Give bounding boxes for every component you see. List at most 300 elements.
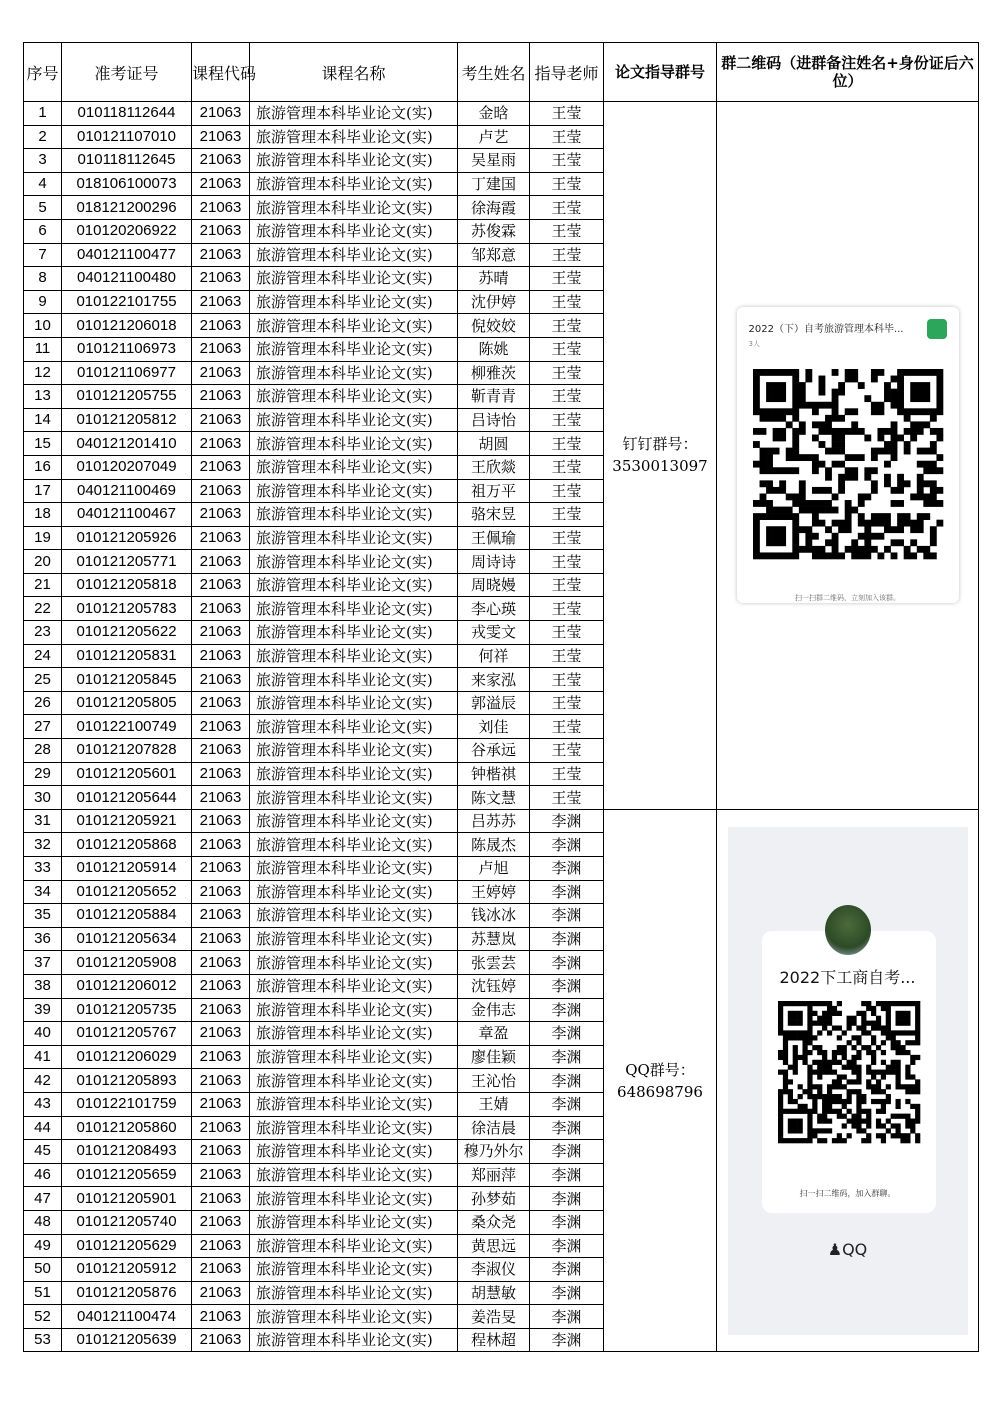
row-index: 33	[24, 857, 62, 881]
teacher-name: 王莹	[530, 102, 604, 126]
row-index: 47	[24, 1187, 62, 1211]
teacher-name: 李渊	[530, 809, 604, 833]
row-index: 3	[24, 149, 62, 173]
teacher-name: 王莹	[530, 125, 604, 149]
student-name: 陈文慧	[458, 786, 530, 810]
student-name: 苏俊霖	[458, 219, 530, 243]
teacher-name: 王莹	[530, 526, 604, 550]
row-index: 51	[24, 1281, 62, 1305]
student-name: 张雲芸	[458, 951, 530, 975]
header-course: 课程名称	[250, 43, 458, 102]
ticket-number: 040121100467	[62, 503, 192, 527]
ticket-number: 010121205818	[62, 573, 192, 597]
group-number: 钉钉群号：3530013097	[604, 102, 717, 810]
course-name: 旅游管理本科毕业论文(实)	[250, 857, 458, 881]
course-name: 旅游管理本科毕业论文(实)	[250, 432, 458, 456]
course-name: 旅游管理本科毕业论文(实)	[250, 833, 458, 857]
course-code: 21063	[192, 691, 250, 715]
qr-cell	[717, 809, 979, 1352]
row-index: 15	[24, 432, 62, 456]
student-name: 戎雯文	[458, 621, 530, 645]
teacher-name: 王莹	[530, 644, 604, 668]
student-name: 吴星雨	[458, 149, 530, 173]
student-name: 靳青青	[458, 385, 530, 409]
teacher-name: 李渊	[530, 1163, 604, 1187]
teacher-name: 王莹	[530, 267, 604, 291]
course-name: 旅游管理本科毕业论文(实)	[250, 1187, 458, 1211]
course-code: 21063	[192, 597, 250, 621]
course-code: 21063	[192, 408, 250, 432]
header-group: 论文指导群号	[604, 43, 717, 102]
qq-group-title: 2022下工商自考...	[779, 967, 916, 987]
course-code: 21063	[192, 1187, 250, 1211]
ticket-number: 010121205601	[62, 762, 192, 786]
course-code: 21063	[192, 219, 250, 243]
student-name: 周晓嫚	[458, 573, 530, 597]
student-name: 廖佳颖	[458, 1045, 530, 1069]
student-name: 胡慧敏	[458, 1281, 530, 1305]
teacher-name: 李渊	[530, 1069, 604, 1093]
row-index: 14	[24, 408, 62, 432]
ticket-number: 010121206018	[62, 314, 192, 338]
course-name: 旅游管理本科毕业论文(实)	[250, 550, 458, 574]
teacher-name: 王莹	[530, 243, 604, 267]
teacher-name: 李渊	[530, 1281, 604, 1305]
ticket-number: 010121205926	[62, 526, 192, 550]
course-code: 21063	[192, 1069, 250, 1093]
teacher-name: 王莹	[530, 621, 604, 645]
row-index: 27	[24, 715, 62, 739]
student-name: 丁建国	[458, 172, 530, 196]
teacher-name: 王莹	[530, 668, 604, 692]
ticket-number: 040121100469	[62, 479, 192, 503]
course-code: 21063	[192, 196, 250, 220]
qq-qr-card	[728, 827, 968, 1335]
course-code: 21063	[192, 432, 250, 456]
student-name: 骆宋昱	[458, 503, 530, 527]
row-index: 50	[24, 1258, 62, 1282]
row-index: 22	[24, 597, 62, 621]
course-name: 旅游管理本科毕业论文(实)	[250, 385, 458, 409]
teacher-name: 李渊	[530, 1116, 604, 1140]
course-name: 旅游管理本科毕业论文(实)	[250, 597, 458, 621]
course-code: 21063	[192, 786, 250, 810]
student-name: 陈姚	[458, 337, 530, 361]
course-code: 21063	[192, 904, 250, 928]
ticket-number: 010122101755	[62, 290, 192, 314]
teacher-name: 王莹	[530, 597, 604, 621]
course-code: 21063	[192, 927, 250, 951]
ticket-number: 010121205634	[62, 927, 192, 951]
course-name: 旅游管理本科毕业论文(实)	[250, 290, 458, 314]
ticket-number: 010121205622	[62, 621, 192, 645]
course-name: 旅游管理本科毕业论文(实)	[250, 927, 458, 951]
course-code: 21063	[192, 1022, 250, 1046]
row-index: 10	[24, 314, 62, 338]
teacher-name: 王莹	[530, 196, 604, 220]
teacher-name: 李渊	[530, 880, 604, 904]
course-name: 旅游管理本科毕业论文(实)	[250, 219, 458, 243]
ticket-number: 010118112645	[62, 149, 192, 173]
course-name: 旅游管理本科毕业论文(实)	[250, 102, 458, 126]
course-name: 旅游管理本科毕业论文(实)	[250, 739, 458, 763]
ticket-number: 010121205860	[62, 1116, 192, 1140]
row-index: 19	[24, 526, 62, 550]
teacher-name: 李渊	[530, 833, 604, 857]
course-name: 旅游管理本科毕业论文(实)	[250, 691, 458, 715]
student-name: 郭溢辰	[458, 691, 530, 715]
row-index: 31	[24, 809, 62, 833]
ticket-number: 010121205771	[62, 550, 192, 574]
teacher-name: 李渊	[530, 1305, 604, 1329]
row-index: 44	[24, 1116, 62, 1140]
ticket-number: 010121205740	[62, 1210, 192, 1234]
student-name: 卢艺	[458, 125, 530, 149]
course-code: 21063	[192, 385, 250, 409]
qq-brand	[728, 1239, 968, 1261]
row-index: 48	[24, 1210, 62, 1234]
student-name: 郑丽萍	[458, 1163, 530, 1187]
ticket-number: 010121205845	[62, 668, 192, 692]
teacher-name: 王莹	[530, 786, 604, 810]
course-code: 21063	[192, 1045, 250, 1069]
row-index: 53	[24, 1328, 62, 1352]
teacher-name: 李渊	[530, 974, 604, 998]
header-qr: 群二维码（进群备注姓名+身份证后六位）	[717, 43, 979, 102]
teacher-name: 李渊	[530, 1187, 604, 1211]
ticket-number: 010121205884	[62, 904, 192, 928]
table-row	[24, 102, 979, 126]
row-index: 25	[24, 668, 62, 692]
ticket-number: 010121205876	[62, 1281, 192, 1305]
ticket-number: 010121205629	[62, 1234, 192, 1258]
row-index: 11	[24, 337, 62, 361]
ticket-number: 040121100480	[62, 267, 192, 291]
teacher-name: 李渊	[530, 1210, 604, 1234]
student-name: 徐洁晨	[458, 1116, 530, 1140]
roster-body	[24, 102, 979, 1352]
qq-brand-label: QQ	[842, 1239, 868, 1259]
row-index: 42	[24, 1069, 62, 1093]
row-index: 52	[24, 1305, 62, 1329]
student-name: 穆乃外尔	[458, 1140, 530, 1164]
course-name: 旅游管理本科毕业论文(实)	[250, 408, 458, 432]
header-idx: 序号	[24, 43, 62, 102]
teacher-name: 王莹	[530, 432, 604, 456]
dingtalk-qr-card	[737, 307, 959, 603]
course-code: 21063	[192, 1281, 250, 1305]
ticket-number: 010121205921	[62, 809, 192, 833]
course-code: 21063	[192, 102, 250, 126]
ticket-number: 010121205901	[62, 1187, 192, 1211]
course-code: 21063	[192, 739, 250, 763]
student-name: 卢旭	[458, 857, 530, 881]
course-name: 旅游管理本科毕业论文(实)	[250, 361, 458, 385]
course-code: 21063	[192, 1305, 250, 1329]
ticket-number: 018106100073	[62, 172, 192, 196]
qr-cell	[717, 102, 979, 810]
row-index: 41	[24, 1045, 62, 1069]
ticket-number: 010121107010	[62, 125, 192, 149]
student-name: 王婧	[458, 1092, 530, 1116]
course-name: 旅游管理本科毕业论文(实)	[250, 786, 458, 810]
row-index: 37	[24, 951, 62, 975]
course-name: 旅游管理本科毕业论文(实)	[250, 149, 458, 173]
student-name: 王沁怡	[458, 1069, 530, 1093]
table-row	[24, 809, 979, 833]
course-code: 21063	[192, 290, 250, 314]
dingtalk-member-count: 3人	[748, 340, 760, 349]
row-index: 24	[24, 644, 62, 668]
course-code: 21063	[192, 1163, 250, 1187]
student-name: 李淑仪	[458, 1258, 530, 1282]
teacher-name: 王莹	[530, 408, 604, 432]
course-code: 21063	[192, 1116, 250, 1140]
teacher-name: 李渊	[530, 1258, 604, 1282]
course-name: 旅游管理本科毕业论文(实)	[250, 1140, 458, 1164]
row-index: 26	[24, 691, 62, 715]
ticket-number: 010121205908	[62, 951, 192, 975]
course-code: 21063	[192, 857, 250, 881]
course-name: 旅游管理本科毕业论文(实)	[250, 573, 458, 597]
teacher-name: 王莹	[530, 550, 604, 574]
course-name: 旅游管理本科毕业论文(实)	[250, 904, 458, 928]
course-name: 旅游管理本科毕业论文(实)	[250, 526, 458, 550]
course-code: 21063	[192, 503, 250, 527]
ticket-number: 010121206029	[62, 1045, 192, 1069]
teacher-name: 王莹	[530, 337, 604, 361]
teacher-name: 王莹	[530, 715, 604, 739]
course-code: 21063	[192, 715, 250, 739]
course-name: 旅游管理本科毕业论文(实)	[250, 1258, 458, 1282]
ticket-number: 010121206012	[62, 974, 192, 998]
row-index: 8	[24, 267, 62, 291]
student-name: 柳雅茨	[458, 361, 530, 385]
row-index: 7	[24, 243, 62, 267]
student-name: 苏慧岚	[458, 927, 530, 951]
dingtalk-scan-hint: 扫一扫群二维码，立刻加入该群。	[795, 594, 900, 603]
row-index: 32	[24, 833, 62, 857]
student-name: 金晗	[458, 102, 530, 126]
row-index: 12	[24, 361, 62, 385]
row-index: 36	[24, 927, 62, 951]
course-code: 21063	[192, 267, 250, 291]
course-name: 旅游管理本科毕业论文(实)	[250, 715, 458, 739]
teacher-name: 李渊	[530, 1234, 604, 1258]
teacher-name: 李渊	[530, 1140, 604, 1164]
teacher-name: 王莹	[530, 691, 604, 715]
ticket-number: 010121205783	[62, 597, 192, 621]
header-row	[24, 43, 979, 102]
dingtalk-qr-code-icon	[753, 369, 943, 569]
course-name: 旅游管理本科毕业论文(实)	[250, 172, 458, 196]
course-code: 21063	[192, 573, 250, 597]
course-name: 旅游管理本科毕业论文(实)	[250, 1210, 458, 1234]
row-index: 46	[24, 1163, 62, 1187]
course-code: 21063	[192, 998, 250, 1022]
group-number: QQ群号：648698796	[604, 809, 717, 1352]
course-code: 21063	[192, 621, 250, 645]
course-code: 21063	[192, 361, 250, 385]
row-index: 6	[24, 219, 62, 243]
ticket-number: 010121205912	[62, 1258, 192, 1282]
row-index: 29	[24, 762, 62, 786]
course-code: 21063	[192, 479, 250, 503]
teacher-name: 王莹	[530, 503, 604, 527]
ticket-number: 010121205868	[62, 833, 192, 857]
row-index: 40	[24, 1022, 62, 1046]
teacher-name: 李渊	[530, 1328, 604, 1352]
row-index: 49	[24, 1234, 62, 1258]
row-index: 30	[24, 786, 62, 810]
student-name: 程林超	[458, 1328, 530, 1352]
student-name: 何祥	[458, 644, 530, 668]
student-name: 祖万平	[458, 479, 530, 503]
student-name: 钟楷祺	[458, 762, 530, 786]
teacher-name: 王莹	[530, 172, 604, 196]
course-name: 旅游管理本科毕业论文(实)	[250, 880, 458, 904]
course-name: 旅游管理本科毕业论文(实)	[250, 974, 458, 998]
course-code: 21063	[192, 880, 250, 904]
ticket-number: 010120207049	[62, 455, 192, 479]
row-index: 23	[24, 621, 62, 645]
dingtalk-logo-icon	[927, 319, 947, 339]
course-name: 旅游管理本科毕业论文(实)	[250, 337, 458, 361]
course-code: 21063	[192, 951, 250, 975]
course-code: 21063	[192, 314, 250, 338]
student-name: 章盈	[458, 1022, 530, 1046]
course-code: 21063	[192, 762, 250, 786]
teacher-name: 王莹	[530, 149, 604, 173]
course-name: 旅游管理本科毕业论文(实)	[250, 1163, 458, 1187]
student-name: 金伟志	[458, 998, 530, 1022]
student-name: 吕苏苏	[458, 809, 530, 833]
row-index: 39	[24, 998, 62, 1022]
course-name: 旅游管理本科毕业论文(实)	[250, 1305, 458, 1329]
course-code: 21063	[192, 1234, 250, 1258]
row-index: 5	[24, 196, 62, 220]
row-index: 28	[24, 739, 62, 763]
course-code: 21063	[192, 833, 250, 857]
student-name: 谷承远	[458, 739, 530, 763]
course-code: 21063	[192, 455, 250, 479]
ticket-number: 010121205755	[62, 385, 192, 409]
course-code: 21063	[192, 644, 250, 668]
student-name: 沈钰婷	[458, 974, 530, 998]
course-name: 旅游管理本科毕业论文(实)	[250, 1022, 458, 1046]
teacher-name: 李渊	[530, 857, 604, 881]
course-name: 旅游管理本科毕业论文(实)	[250, 479, 458, 503]
ticket-number: 010121205893	[62, 1069, 192, 1093]
course-name: 旅游管理本科毕业论文(实)	[250, 267, 458, 291]
ticket-number: 040121100477	[62, 243, 192, 267]
ticket-number: 010121205914	[62, 857, 192, 881]
course-code: 21063	[192, 526, 250, 550]
ticket-number: 010121205644	[62, 786, 192, 810]
student-name: 苏晴	[458, 267, 530, 291]
teacher-name: 王莹	[530, 739, 604, 763]
course-name: 旅游管理本科毕业论文(实)	[250, 1045, 458, 1069]
row-index: 38	[24, 974, 62, 998]
course-name: 旅游管理本科毕业论文(实)	[250, 1116, 458, 1140]
teacher-name: 王莹	[530, 219, 604, 243]
teacher-name: 王莹	[530, 455, 604, 479]
course-code: 21063	[192, 1210, 250, 1234]
row-index: 1	[24, 102, 62, 126]
student-name: 钱冰冰	[458, 904, 530, 928]
course-name: 旅游管理本科毕业论文(实)	[250, 998, 458, 1022]
teacher-name: 李渊	[530, 927, 604, 951]
teacher-name: 王莹	[530, 762, 604, 786]
teacher-name: 李渊	[530, 1022, 604, 1046]
course-name: 旅游管理本科毕业论文(实)	[250, 644, 458, 668]
student-name: 邹郑意	[458, 243, 530, 267]
student-name: 来家泓	[458, 668, 530, 692]
course-name: 旅游管理本科毕业论文(实)	[250, 455, 458, 479]
student-name: 周诗诗	[458, 550, 530, 574]
row-index: 20	[24, 550, 62, 574]
teacher-name: 李渊	[530, 951, 604, 975]
student-name: 王佩瑜	[458, 526, 530, 550]
teacher-name: 王莹	[530, 314, 604, 338]
course-name: 旅游管理本科毕业论文(实)	[250, 1281, 458, 1305]
ticket-number: 010121205831	[62, 644, 192, 668]
row-index: 34	[24, 880, 62, 904]
course-name: 旅游管理本科毕业论文(实)	[250, 668, 458, 692]
qq-scan-hint: 扫一扫二维码，加入群聊。	[799, 1188, 896, 1198]
ticket-number: 040121201410	[62, 432, 192, 456]
course-name: 旅游管理本科毕业论文(实)	[250, 314, 458, 338]
ticket-number: 018121200296	[62, 196, 192, 220]
dingtalk-group-title: 2022（下）自考旅游管理本科毕...	[748, 324, 904, 336]
course-name: 旅游管理本科毕业论文(实)	[250, 621, 458, 645]
header-teacher: 指导老师	[530, 43, 604, 102]
teacher-name: 李渊	[530, 998, 604, 1022]
course-code: 21063	[192, 172, 250, 196]
course-code: 21063	[192, 550, 250, 574]
course-name: 旅游管理本科毕业论文(实)	[250, 243, 458, 267]
roster-table	[23, 42, 979, 1352]
student-name: 吕诗怡	[458, 408, 530, 432]
course-name: 旅游管理本科毕业论文(实)	[250, 125, 458, 149]
course-code: 21063	[192, 1140, 250, 1164]
ticket-number: 010121205659	[62, 1163, 192, 1187]
header-ticket: 准考证号	[62, 43, 192, 102]
course-name: 旅游管理本科毕业论文(实)	[250, 1092, 458, 1116]
row-index: 2	[24, 125, 62, 149]
teacher-name: 李渊	[530, 1092, 604, 1116]
row-index: 13	[24, 385, 62, 409]
ticket-number: 010122101759	[62, 1092, 192, 1116]
course-name: 旅游管理本科毕业论文(实)	[250, 196, 458, 220]
course-code: 21063	[192, 1328, 250, 1352]
teacher-name: 李渊	[530, 904, 604, 928]
student-name: 桑众尧	[458, 1210, 530, 1234]
teacher-name: 王莹	[530, 290, 604, 314]
row-index: 35	[24, 904, 62, 928]
ticket-number: 010121205639	[62, 1328, 192, 1352]
student-name: 黄思远	[458, 1234, 530, 1258]
course-code: 21063	[192, 1258, 250, 1282]
course-code: 21063	[192, 809, 250, 833]
teacher-name: 王莹	[530, 573, 604, 597]
header-name: 考生姓名	[458, 43, 530, 102]
ticket-number: 010121207828	[62, 739, 192, 763]
row-index: 43	[24, 1092, 62, 1116]
ticket-number: 010121208493	[62, 1140, 192, 1164]
student-name: 沈伊婷	[458, 290, 530, 314]
course-code: 21063	[192, 1092, 250, 1116]
